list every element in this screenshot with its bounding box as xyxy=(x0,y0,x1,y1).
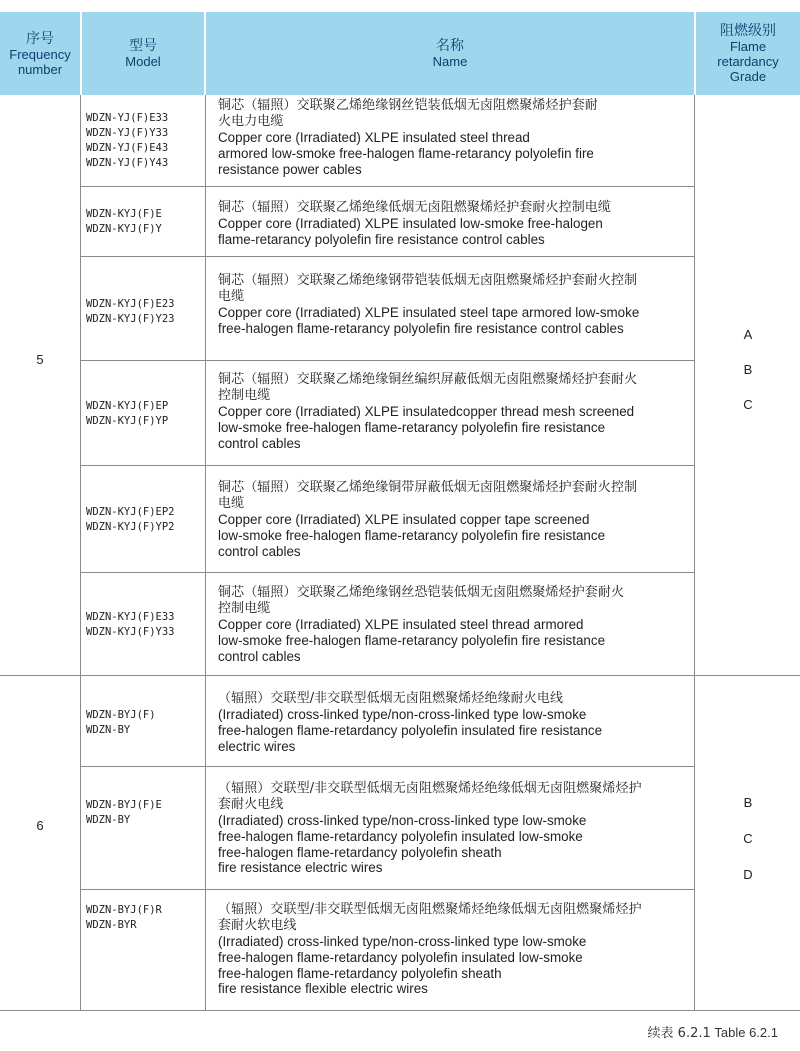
col-divider-model xyxy=(205,95,206,1011)
name-zh-line: 铜芯（辐照）交联聚乙烯绝缘铜丝编织屏蔽低烟无卤阻燃聚烯烃护套耐火 xyxy=(218,372,638,387)
group-divider xyxy=(0,675,800,676)
row-divider xyxy=(80,360,694,361)
name-zh-line: 套耐火电线 xyxy=(218,797,284,812)
name-en-line: control cables xyxy=(218,435,301,451)
header-name-zh: 名称 xyxy=(436,38,464,54)
row-divider xyxy=(80,256,694,257)
name-zh-line: 铜芯（辐照）交联聚乙烯绝缘钢丝铠装低烟无卤阻燃聚烯烃护套耐 xyxy=(218,98,598,113)
col-divider-name xyxy=(694,95,695,1011)
name-en-line: free-halogen flame-retardancy polyolefin sheath xyxy=(218,965,502,981)
name-en-line: fire resistance flexible electric wires xyxy=(218,981,428,997)
header-grade-cell xyxy=(696,12,800,95)
name-en-line: Copper core (Irradiated) XLPE insulated copper tape screened xyxy=(218,512,590,527)
model-codes: WDZN-BYJ(F)E WDZN-BY xyxy=(86,799,162,826)
model-codes: WDZN-KYJ(F)EP2 WDZN-KYJ(F)YP2 xyxy=(86,506,175,533)
grade-letter: C xyxy=(743,397,753,412)
header-seq-zh: 序号 xyxy=(26,30,54,47)
row-divider xyxy=(80,766,694,767)
name-en-line: control cables xyxy=(218,543,301,559)
header-grade-zh: 阻燃级别 xyxy=(720,23,776,39)
name-en-line: Copper core (Irradiated) XLPE insulated low-smoke free-halogen xyxy=(218,216,603,231)
name-zh-line: （辐照）交联型/非交联型低烟无卤阻燃聚烯烃绝缘低烟无卤阻燃聚烯烃护 xyxy=(218,781,642,796)
name-en-line: Copper core (Irradiated) XLPE insulated steel tape armored low-smoke xyxy=(218,305,640,320)
model-codes: WDZN-BYJ(F) WDZN-BY xyxy=(86,709,156,736)
name-zh-line: 铜芯（辐照）交联聚乙烯绝缘钢丝恐铠装低烟无卤阻燃聚烯烃护套耐火 xyxy=(218,585,625,600)
group-seq-5: 5 xyxy=(36,352,44,367)
name-en-line: Copper core (Irradiated) XLPE insulated steel thread armored xyxy=(218,617,584,632)
grade-letter: C xyxy=(743,831,753,846)
model-codes: WDZN-YJ(F)E33 WDZN-YJ(F)Y33 WDZN-YJ(F)E43 WDZN-YJ(F)Y43 xyxy=(86,112,169,169)
header-name-en: Name xyxy=(432,54,468,69)
header-seq-en-2: number xyxy=(17,61,63,77)
name-zh-line: 控制电缆 xyxy=(218,601,271,616)
name-zh-line: 铜芯（辐照）交联聚乙烯绝缘钢带铠装低烟无卤阻燃聚烯烃护套耐火控制 xyxy=(218,273,638,288)
model-codes: WDZN-BYJ(F)R WDZN-BYR xyxy=(86,904,162,931)
name-en-line: flame-retarancy polyolefin fire resistance control cables xyxy=(218,231,545,247)
product-name xyxy=(218,902,692,997)
product-name xyxy=(218,372,692,451)
name-en-line: (Irradiated) cross-linked type/non-cross-linked type low-smoke xyxy=(218,934,587,949)
header-grade-en-3: Grade xyxy=(729,69,767,84)
name-en-line: low-smoke free-halogen flame-retarancy polyolefin fire resistance xyxy=(218,419,606,435)
name-en-line: (Irradiated) cross-linked type/non-cross-linked type low-smoke xyxy=(218,813,587,828)
model-codes: WDZN-KYJ(F)E23 WDZN-KYJ(F)Y23 xyxy=(86,298,175,325)
name-en-line: resistance power cables xyxy=(218,161,362,177)
grade-letter: B xyxy=(743,362,753,377)
table-caption xyxy=(648,1022,778,1041)
product-name xyxy=(218,273,692,337)
row-divider xyxy=(80,572,694,573)
name-zh-line: 控制电缆 xyxy=(218,388,271,403)
header-grade-en-2: retardancy xyxy=(717,54,779,69)
name-en-line: free-halogen flame-retardancy polyolefin insulated fire resistance xyxy=(218,722,603,738)
name-zh-line: 套耐火软电线 xyxy=(218,918,297,933)
name-en-line: free-halogen flame-retarancy polyolefin fire resistance control cables xyxy=(218,320,624,336)
model-codes: WDZN-KYJ(F)E WDZN-KYJ(F)Y xyxy=(86,208,162,235)
row-divider xyxy=(80,465,694,466)
header-model-en: Model xyxy=(125,54,161,69)
name-en-line: fire resistance electric wires xyxy=(218,860,383,876)
name-zh-line: 电缆 xyxy=(218,289,245,304)
name-en-line: armored low-smoke free-halogen flame-retarancy polyolefin fire xyxy=(218,145,594,161)
name-en-line: free-halogen flame-retardancy polyolefin sheath xyxy=(218,844,502,860)
name-zh-line: （辐照）交联型/非交联型低烟无卤阻燃聚烯烃绝缘耐火电线 xyxy=(218,691,564,706)
grade-letter: A xyxy=(743,327,753,342)
name-en-line: Copper core (Irradiated) XLPE insulatedcopper thread mesh screened xyxy=(218,404,635,419)
name-en-line: control cables xyxy=(218,648,301,664)
header-grade-en-1: Flame xyxy=(729,39,767,54)
row-divider xyxy=(80,186,694,187)
caption-zh: 续表 6.2.1 xyxy=(647,1026,711,1041)
name-zh-line: 电缆 xyxy=(218,496,245,511)
name-zh-line: （辐照）交联型/非交联型低烟无卤阻燃聚烯烃绝缘低烟无卤阻燃聚烯烃护 xyxy=(218,902,642,917)
name-en-line: free-halogen flame-retardancy polyolefin insulated low-smoke xyxy=(218,828,583,844)
group-seq-6: 6 xyxy=(36,818,44,833)
name-en-line: low-smoke free-halogen flame-retarancy polyolefin fire resistance xyxy=(218,632,606,648)
model-codes: WDZN-KYJ(F)EP WDZN-KYJ(F)YP xyxy=(86,400,169,427)
product-name xyxy=(218,781,692,876)
name-zh-line: 铜芯（辐照）交联聚乙烯绝缘低烟无卤阻燃聚烯烃护套耐火控制电缆 xyxy=(218,200,612,215)
name-en-line: free-halogen flame-retardancy polyolefin insulated low-smoke xyxy=(218,949,583,965)
name-zh-line: 火电力电缆 xyxy=(218,114,284,129)
header-model-cell xyxy=(82,12,204,95)
product-name xyxy=(218,585,692,664)
caption-en: Table 6.2.1 xyxy=(714,1025,778,1040)
grade-letter: D xyxy=(743,867,753,882)
product-name xyxy=(218,200,692,248)
name-en-line: low-smoke free-halogen flame-retarancy polyolefin fire resistance xyxy=(218,527,606,543)
header-seq-en-1: Frequency xyxy=(9,46,71,62)
row-divider xyxy=(80,889,694,890)
header-name-cell xyxy=(206,12,694,95)
col-divider-seq xyxy=(80,95,81,1011)
product-name xyxy=(218,480,692,559)
grade-letter: B xyxy=(743,795,753,810)
name-zh-line: 铜芯（辐照）交联聚乙烯绝缘铜带屏蔽低烟无卤阻燃聚烯烃护套耐火控制 xyxy=(218,480,638,495)
product-name xyxy=(218,98,692,177)
name-en-line: electric wires xyxy=(218,738,296,754)
table-bottom-border xyxy=(0,1010,800,1011)
header-seq-cell xyxy=(0,12,80,95)
product-name xyxy=(218,691,692,754)
header-model-zh: 型号 xyxy=(129,38,157,54)
name-en-line: (Irradiated) cross-linked type/non-cross-linked type low-smoke xyxy=(218,707,587,722)
name-en-line: Copper core (Irradiated) XLPE insulated steel thread xyxy=(218,130,530,145)
model-codes: WDZN-KYJ(F)E33 WDZN-KYJ(F)Y33 xyxy=(86,611,175,638)
